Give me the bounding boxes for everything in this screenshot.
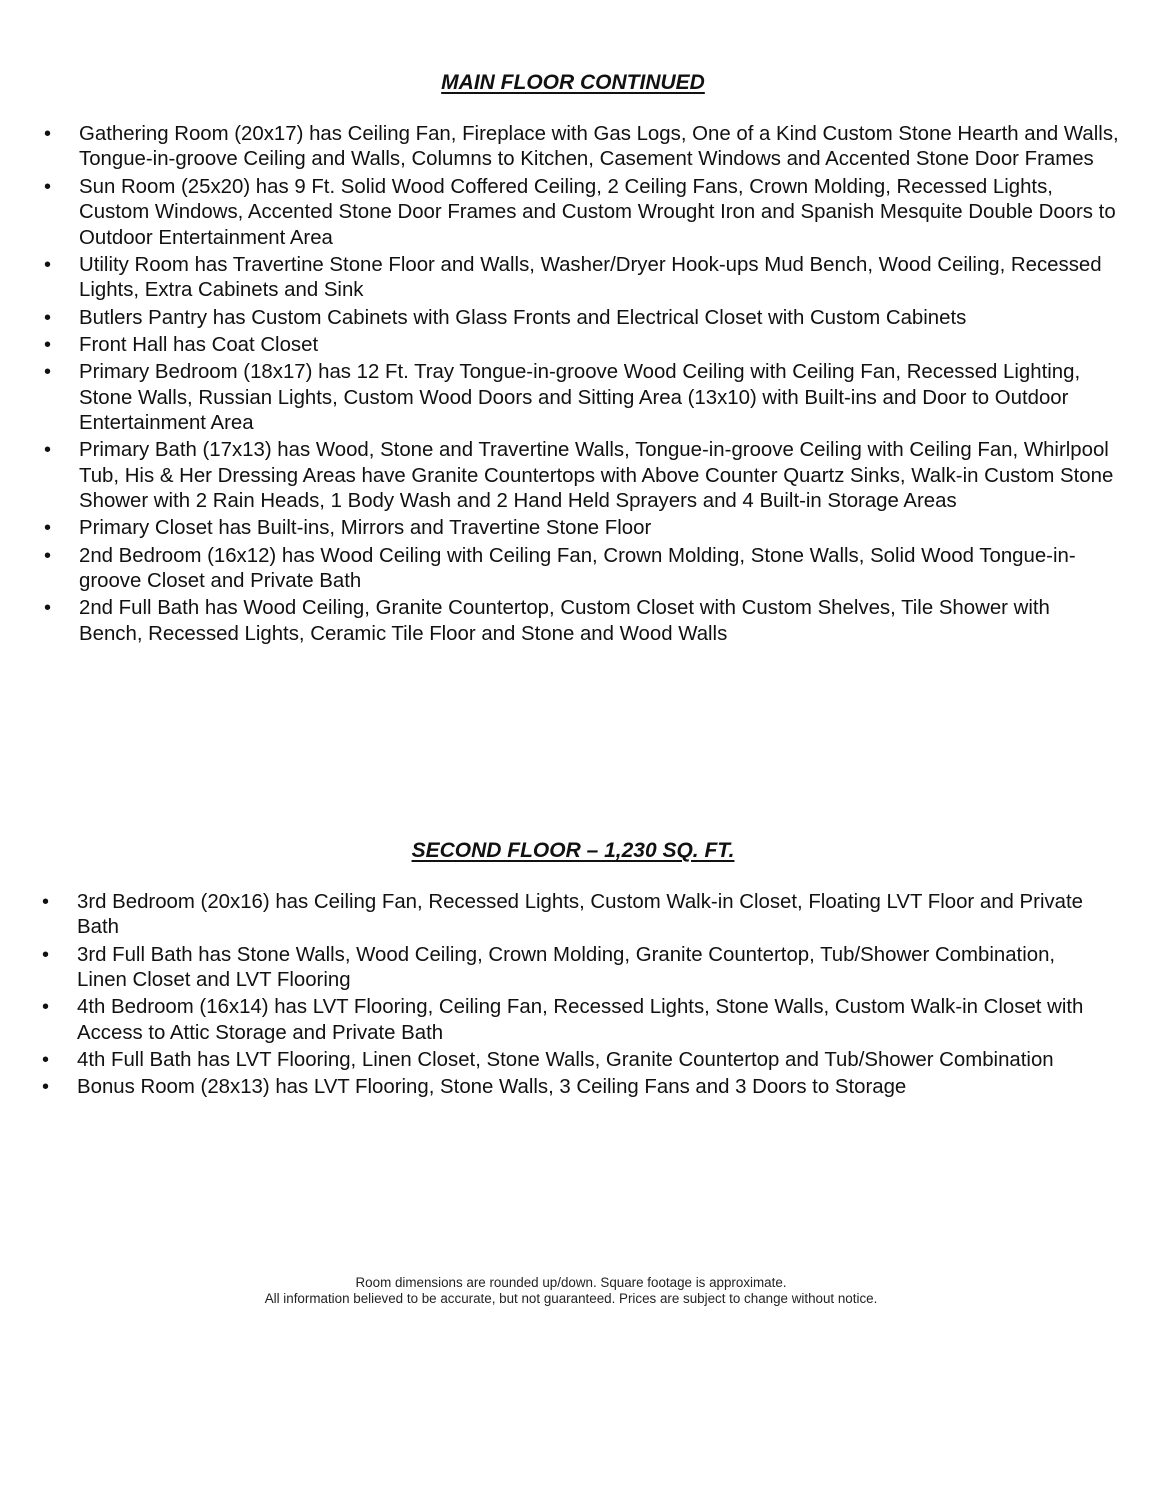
- disclaimer-line: All information believed to be accurate, but not guaranteed. Prices are subject to change without notice.: [264, 1291, 878, 1306]
- bullet-icon: •: [44, 333, 52, 356]
- list-item-text: Sun Room (25x20) has 9 Ft. Solid Wood Coffered Ceiling, 2 Ceiling Fans, Crown Molding, Recessed Lights, Custom Windows, Accented Stone Door Frames and Custom Wrought Iron and Spanish Mesquite Double Doors to Outdoor Entertainment Area: [79, 175, 1116, 249]
- list-item: [44, 438, 1119, 514]
- bullet-icon: •: [44, 306, 52, 329]
- list-item-text: Bonus Room (28x13) has LVT Flooring, Stone Walls, 3 Ceiling Fans and 3 Doors to Storage: [77, 1076, 907, 1099]
- list-item-text: 4th Bedroom (16x14) has LVT Flooring, Ceiling Fan, Recessed Lights, Stone Walls, Custom Walk-in Closet with Access to Attic Storage and Private Bath: [77, 996, 1084, 1044]
- bullet-icon: •: [42, 943, 50, 966]
- disclaimer-footer: [0, 1275, 1142, 1307]
- bullet-icon: •: [44, 544, 52, 567]
- list-item-text: Primary Bath (17x13) has Wood, Stone and Travertine Walls, Tongue-in-groove Ceiling with Ceiling Fan, Whirlpool Tub, His & Her Dressing Areas have Granite Countertops with Above Counter Quartz Sinks, Walk-in Custom Stone Shower with 2 Rain Heads, 1 Body Wash and 2 Hand Held Sprayers and 4 Built-in Storage Areas: [79, 439, 1114, 513]
- list-item: [44, 516, 1119, 541]
- bullet-icon: •: [44, 517, 52, 540]
- list-item: [44, 122, 1119, 173]
- list-item: [42, 995, 1107, 1046]
- list-item: [44, 360, 1119, 436]
- main-floor-heading: MAIN FLOOR CONTINUED: [441, 71, 705, 94]
- list-item-text: Primary Closet has Built-ins, Mirrors and Travertine Stone Floor: [79, 517, 652, 540]
- list-item: [44, 544, 1119, 595]
- bullet-icon: •: [44, 597, 52, 620]
- list-item: [44, 253, 1119, 304]
- second-floor-feature-list: [42, 890, 1107, 1103]
- list-item-text: Gathering Room (20x17) has Ceiling Fan, Fireplace with Gas Logs, One of a Kind Custom Stone Hearth and Walls, Tongue-in-groove Ceiling and Walls, Columns to Kitchen, Casement Windows and Accented Stone Door Frames: [79, 123, 1119, 171]
- list-item: [42, 1048, 1107, 1073]
- list-item: [42, 1075, 1107, 1100]
- list-item: [42, 943, 1107, 994]
- bullet-icon: •: [44, 439, 52, 462]
- second-floor-heading: SECOND FLOOR – 1,230 SQ. FT.: [411, 839, 735, 862]
- bullet-icon: •: [42, 1076, 50, 1099]
- list-item-text: 2nd Bedroom (16x12) has Wood Ceiling with Ceiling Fan, Crown Molding, Stone Walls, Solid Wood Tongue-in-groove Closet and Private Bath: [79, 544, 1076, 593]
- list-item-text: 4th Full Bath has LVT Flooring, Linen Closet, Stone Walls, Granite Countertop and Tub/Shower Combination: [77, 1049, 1054, 1072]
- bullet-icon: •: [44, 361, 52, 384]
- list-item: [44, 596, 1119, 647]
- bullet-icon: •: [44, 175, 52, 198]
- list-item: [44, 175, 1119, 251]
- list-item-text: 3rd Full Bath has Stone Walls, Wood Ceiling, Crown Molding, Granite Countertop, Tub/Shower Combination, Linen Closet and LVT Flooring: [77, 943, 1056, 992]
- main-floor-feature-list: [44, 122, 1119, 649]
- list-item-text: Utility Room has Travertine Stone Floor and Walls, Washer/Dryer Hook-ups Mud Bench, Wood Ceiling, Recessed Lights, Extra Cabinets and Sink: [79, 253, 1102, 302]
- list-item: [42, 890, 1107, 941]
- disclaimer-line: Room dimensions are rounded up/down. Square footage is approximate.: [355, 1275, 787, 1290]
- bullet-icon: •: [42, 996, 50, 1019]
- list-item-text: 2nd Full Bath has Wood Ceiling, Granite Countertop, Custom Closet with Custom Shelves, Tile Shower with Bench, Recessed Lights, Ceramic Tile Floor and Stone and Wood Walls: [79, 597, 1050, 645]
- list-item: [44, 333, 1119, 358]
- list-item: [44, 306, 1119, 331]
- bullet-icon: •: [44, 253, 52, 276]
- bullet-icon: •: [42, 1049, 50, 1072]
- list-item-text: Primary Bedroom (18x17) has 12 Ft. Tray Tongue-in-groove Wood Ceiling with Ceiling Fan, Recessed Lighting, Stone Walls, Russian Lights, Custom Wood Doors and Sitting Area (13x10) with Built-ins and Door to Outdoor Entertainment Area: [79, 361, 1081, 434]
- list-item-text: Front Hall has Coat Closet: [79, 333, 319, 356]
- list-item-text: 3rd Bedroom (20x16) has Ceiling Fan, Recessed Lights, Custom Walk-in Closet, Floating LVT Floor and Private Bath: [77, 891, 1084, 939]
- bullet-icon: •: [42, 891, 50, 913]
- bullet-icon: •: [44, 123, 52, 145]
- list-item-text: Butlers Pantry has Custom Cabinets with Glass Fronts and Electrical Closet with Custom Cabinets: [79, 306, 967, 329]
